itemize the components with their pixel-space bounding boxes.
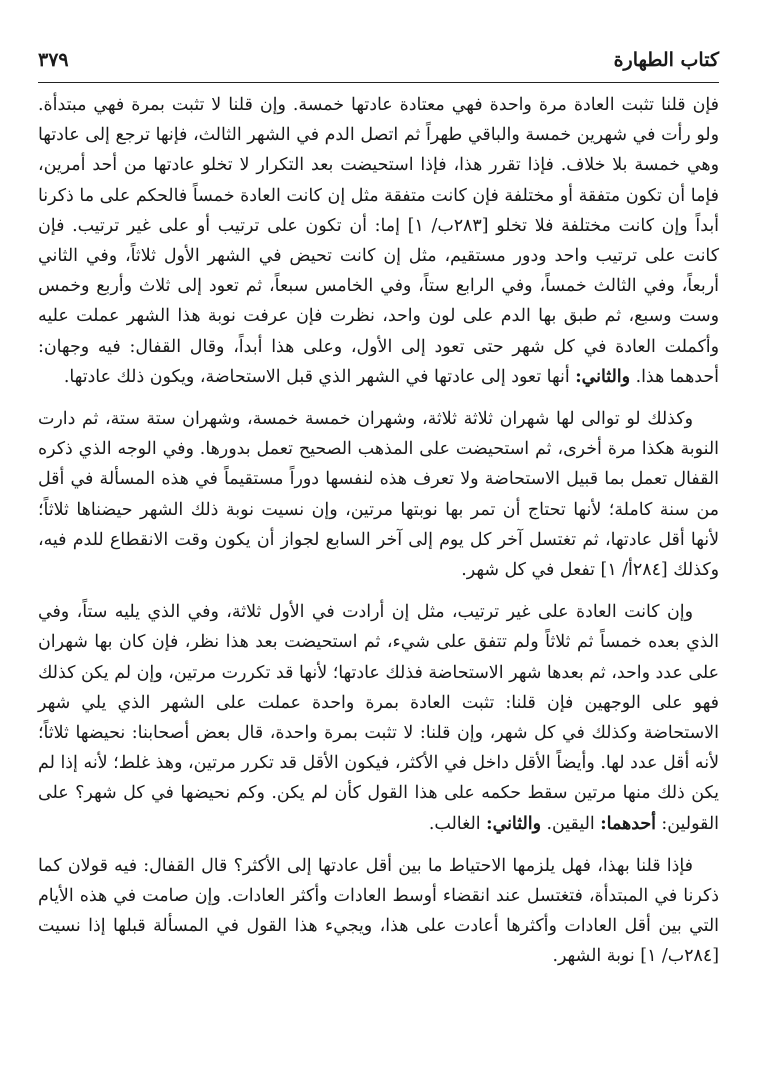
paragraph-3-label-first: أحدهما: xyxy=(600,813,656,834)
paragraph-2 xyxy=(38,404,719,585)
paragraph-1-label-second: والثاني: xyxy=(575,366,631,387)
paragraph-3-text-1: وإن كانت العادة على غير ترتيب، مثل إن أرادت في الأول ثلاثة، وفي الذي يليه ستاً، وفي الذي بعده خمساً ثم ثلاثاً ولم تتفق على شيء، ثم استحيضت بعد هذا نظر، فإن كان بها شهران على عدد واحد، ثم بعدها شهر الاستحاضة فذلك عادتها؛ لأنها قد تكررت مرتين، وإن لم يكن كذلك فهو على الوجهين فإن قلنا: تثبت العادة بمرة واحدة عملت على الشهر الذي يلي شهر الاستحاضة وكذلك في كل شهر، وإن قلنا: لا تثبت بمرة واحدة، قال بعض أصحابنا: نحيضها ثلاثاً؛ لأنه أقل عدد لها. وأيضاً الأقل داخل في الأكثر، فيكون الأقل قد تكرر مرتين، وهذ غلط؛ لأنه إذا لم يكن ذلك منها مرتين سقط حكمه على هذا القول كأن لم يكن. وكم نحيضها في كل شهر؟ على القولين: xyxy=(38,602,719,834)
page-header xyxy=(38,40,719,80)
paragraph-3-text-2: اليقين. xyxy=(541,813,601,834)
paragraph-1-text-2: أنها تعود إلى عادتها في الشهر الذي قبل الاستحاضة، ويكون ذلك عادتها. xyxy=(63,366,576,387)
header-rule xyxy=(38,82,719,83)
paragraph-3 xyxy=(38,597,719,839)
paragraph-3-label-second: والثاني: xyxy=(486,813,541,834)
page-number: ٣٧٩ xyxy=(38,49,69,71)
paragraph-2-text-1: وكذلك لو توالى لها شهران ثلاثة ثلاثة، وشهران خمسة خمسة، وشهران ستة ستة، ثم دارت النوبة هكذا مرة أخرى، ثم استحيضت على المذهب الصحيح تعمل بدورها. وفي الوجه الذي ذكره القفال تعمل بما قبيل الاستحاضة ولا تعرف هذه لنفسها دوراً مستقيماً في هذه المسألة في أقل من سنة كاملة؛ لأنها تحتاج أن تمر بها نوبتها مرتين، وإن نسيت نوبة ذلك الشهر حيضناها ثلاثاً؛ لأنها أقل عادتها، ثم تغتسل آخر كل يوم إلى آخر السابع لجواز أن يكون وقت الانقطاع للدم فيه، وكذلك [٢٨٤أ/ ١] تفعل في كل شهر. xyxy=(38,409,719,581)
running-title: كتاب الطهارة xyxy=(613,49,719,71)
paragraph-1 xyxy=(38,90,719,392)
paragraph-3-text-3: الغالب. xyxy=(428,813,487,834)
paragraph-4-text-1: فإذا قلنا بهذا، فهل يلزمها الاحتياط ما بين أقل عادتها إلى الأكثر؟ قال القفال: فيه قولان كما ذكرنا في المبتدأة، فتغتسل عند انقضاء أوسط العادات وأكثر العادات. وإن صامت في هذه الأيام التي بين أقل العادات وأكثرها أعادت على هذا، ويجيء هذا القول في المسألة قبلها إذا نسيت [٢٨٤ب/ ١] نوبة الشهر. xyxy=(38,855,719,967)
body-text xyxy=(38,90,719,972)
paragraph-1-text-1: فإن قلنا تثبت العادة مرة واحدة فهي معتادة عادتها خمسة. وإن قلنا لا تثبت بمرة فهي مبتدأة. ولو رأت في شهرين خمسة والباقي طهراً ثم اتصل الدم في الشهر الثالث، فإنها ترجع إلى عادتها وهي خمسة بلا خلاف. فإذا تقرر هذا، فإذا استحيضت بعد التكرار لا تخلو عادتها من أحد أمرين، فإما أن تكون متفقة أو مختلفة فإن كانت متفقة مثل إن كانت العادة خمساً فالحكم على ما ذكرنا أبداً وإن كانت مختلفة فلا تخلو [٢٨٣ب/ ١] إما: أن تكون على ترتيب أو على غير ترتيب. فإن كانت على ترتيب واحد ودور مستقيم، مثل إن كانت تحيض في الشهر الأول ثلاثاً، وفي الثاني أربعاً، وفي الثالث خمساً، وفي الرابع ستاً، وفي الخامس سبعاً، ثم تعود إلى ثلاث وأربع وخمس وست وسبع، ثم طبق بها الدم على لون واحد، نظرت فإن عرفت نوبة هذا الشهر عملت عليه وأكملت العادة في كل شهر حتى تعود إلى الأول، وعلى هذا أبداً، وقال القفال: فيه وجهان: أحدهما هذا. xyxy=(38,95,719,387)
paragraph-4 xyxy=(38,851,719,972)
